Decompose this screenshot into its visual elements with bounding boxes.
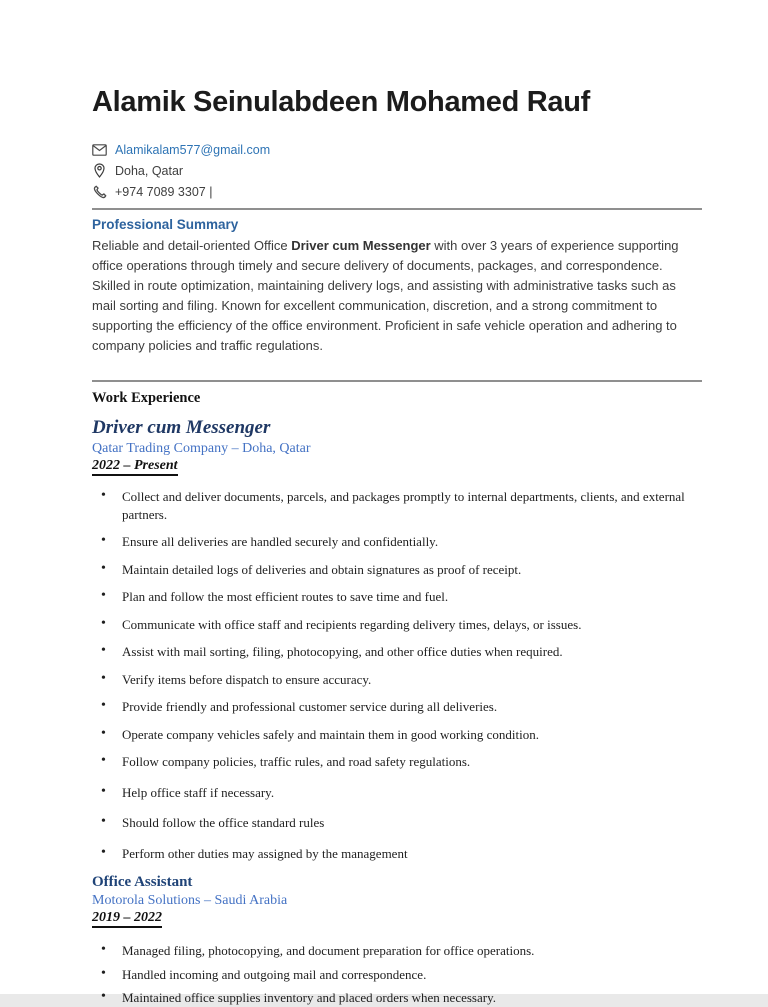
contact-row-location <box>92 160 702 181</box>
bullet-item: • Provide friendly and professional customer service during all deliveries. <box>92 698 692 716</box>
location-pin-icon <box>92 163 107 178</box>
divider-middle <box>92 380 702 382</box>
bullet-item: • Should follow the office standard rules <box>92 814 692 832</box>
bullet-item: • Perform other duties may assigned by the management <box>92 845 692 863</box>
contact-row-phone <box>92 181 702 202</box>
bullet-item: • Maintain detailed logs of deliveries and obtain signatures as proof of receipt. <box>92 561 692 579</box>
contact-row-email <box>92 139 702 160</box>
job-dates-text: 2019 – 2022 <box>92 910 162 928</box>
phone-text: +974 7089 3307 | <box>115 184 213 199</box>
bullet-item: • Plan and follow the most efficient routes to save time and fuel. <box>92 588 692 606</box>
job-driver-cum-messenger <box>92 417 702 862</box>
job-bullet-list <box>92 942 702 1007</box>
job-office-assistant <box>92 874 702 1007</box>
bullet-item: • Managed filing, photocopying, and document preparation for office operations. <box>92 942 692 960</box>
job-company: Motorola Solutions – Saudi Arabia <box>92 893 288 908</box>
bullet-item: • Communicate with office staff and recipients regarding delivery times, delays, or issues. <box>92 616 692 634</box>
job-bullet-list <box>92 488 702 862</box>
bullet-item: • Ensure all deliveries are handled securely and confidentially. <box>92 533 692 551</box>
bullet-item: • Handled incoming and outgoing mail and correspondence. <box>92 966 692 984</box>
summary-heading: Professional Summary <box>92 217 239 232</box>
job-dates-text: 2022 – Present <box>92 458 178 476</box>
experience-section <box>92 390 702 1007</box>
bullet-item: • Follow company policies, traffic rules, and road safety regulations. <box>92 753 692 771</box>
summary-paragraph <box>92 236 702 356</box>
bullet-item: • Verify items before dispatch to ensure accuracy. <box>92 671 692 689</box>
resume-name: Alamik Seinulabdeen Mohamed Rauf <box>92 86 590 118</box>
envelope-icon <box>92 142 107 157</box>
job-dates <box>92 910 702 928</box>
job-title: Driver cum Messenger <box>92 417 271 438</box>
bullet-item: • Help office staff if necessary. <box>92 784 692 802</box>
email-link[interactable]: Alamikalam577@gmail.com <box>115 142 271 157</box>
experience-heading: Work Experience <box>92 390 201 406</box>
job-title: Office Assistant <box>92 874 193 890</box>
summary-text-before: Reliable and detail-oriented Office <box>92 238 292 253</box>
bullet-item: • Maintained office supplies inventory and placed orders when necessary. <box>92 989 692 1007</box>
bullet-item: • Collect and deliver documents, parcels, and packages promptly to internal departments, clients, and external partners. <box>92 488 692 523</box>
divider-top <box>92 208 702 210</box>
job-dates <box>92 458 702 476</box>
summary-text-after: with over 3 years of experience supporting office operations through timely and secure delivery of documents, packages, and correspondence. Skilled in route optimization, maintaining delivery logs, and assisting with administrative tasks such as mail sorting and filing. Known for excellent communication, discretion, and a strong commitment to supporting the efficiency of the office environment. Proficient in safe vehicle operation and adhering to company policies and traffic regulations. <box>92 238 679 353</box>
bullet-item: • Operate company vehicles safely and maintain them in good working condition. <box>92 726 692 744</box>
location-text: Doha, Qatar <box>115 163 184 178</box>
bullet-item: • Assist with mail sorting, filing, photocopying, and other office duties when required. <box>92 643 692 661</box>
contact-block <box>92 139 702 202</box>
phone-icon <box>92 184 107 199</box>
summary-bold-phrase: Driver cum Messenger <box>291 238 431 253</box>
job-company: Qatar Trading Company – Doha, Qatar <box>92 441 311 456</box>
